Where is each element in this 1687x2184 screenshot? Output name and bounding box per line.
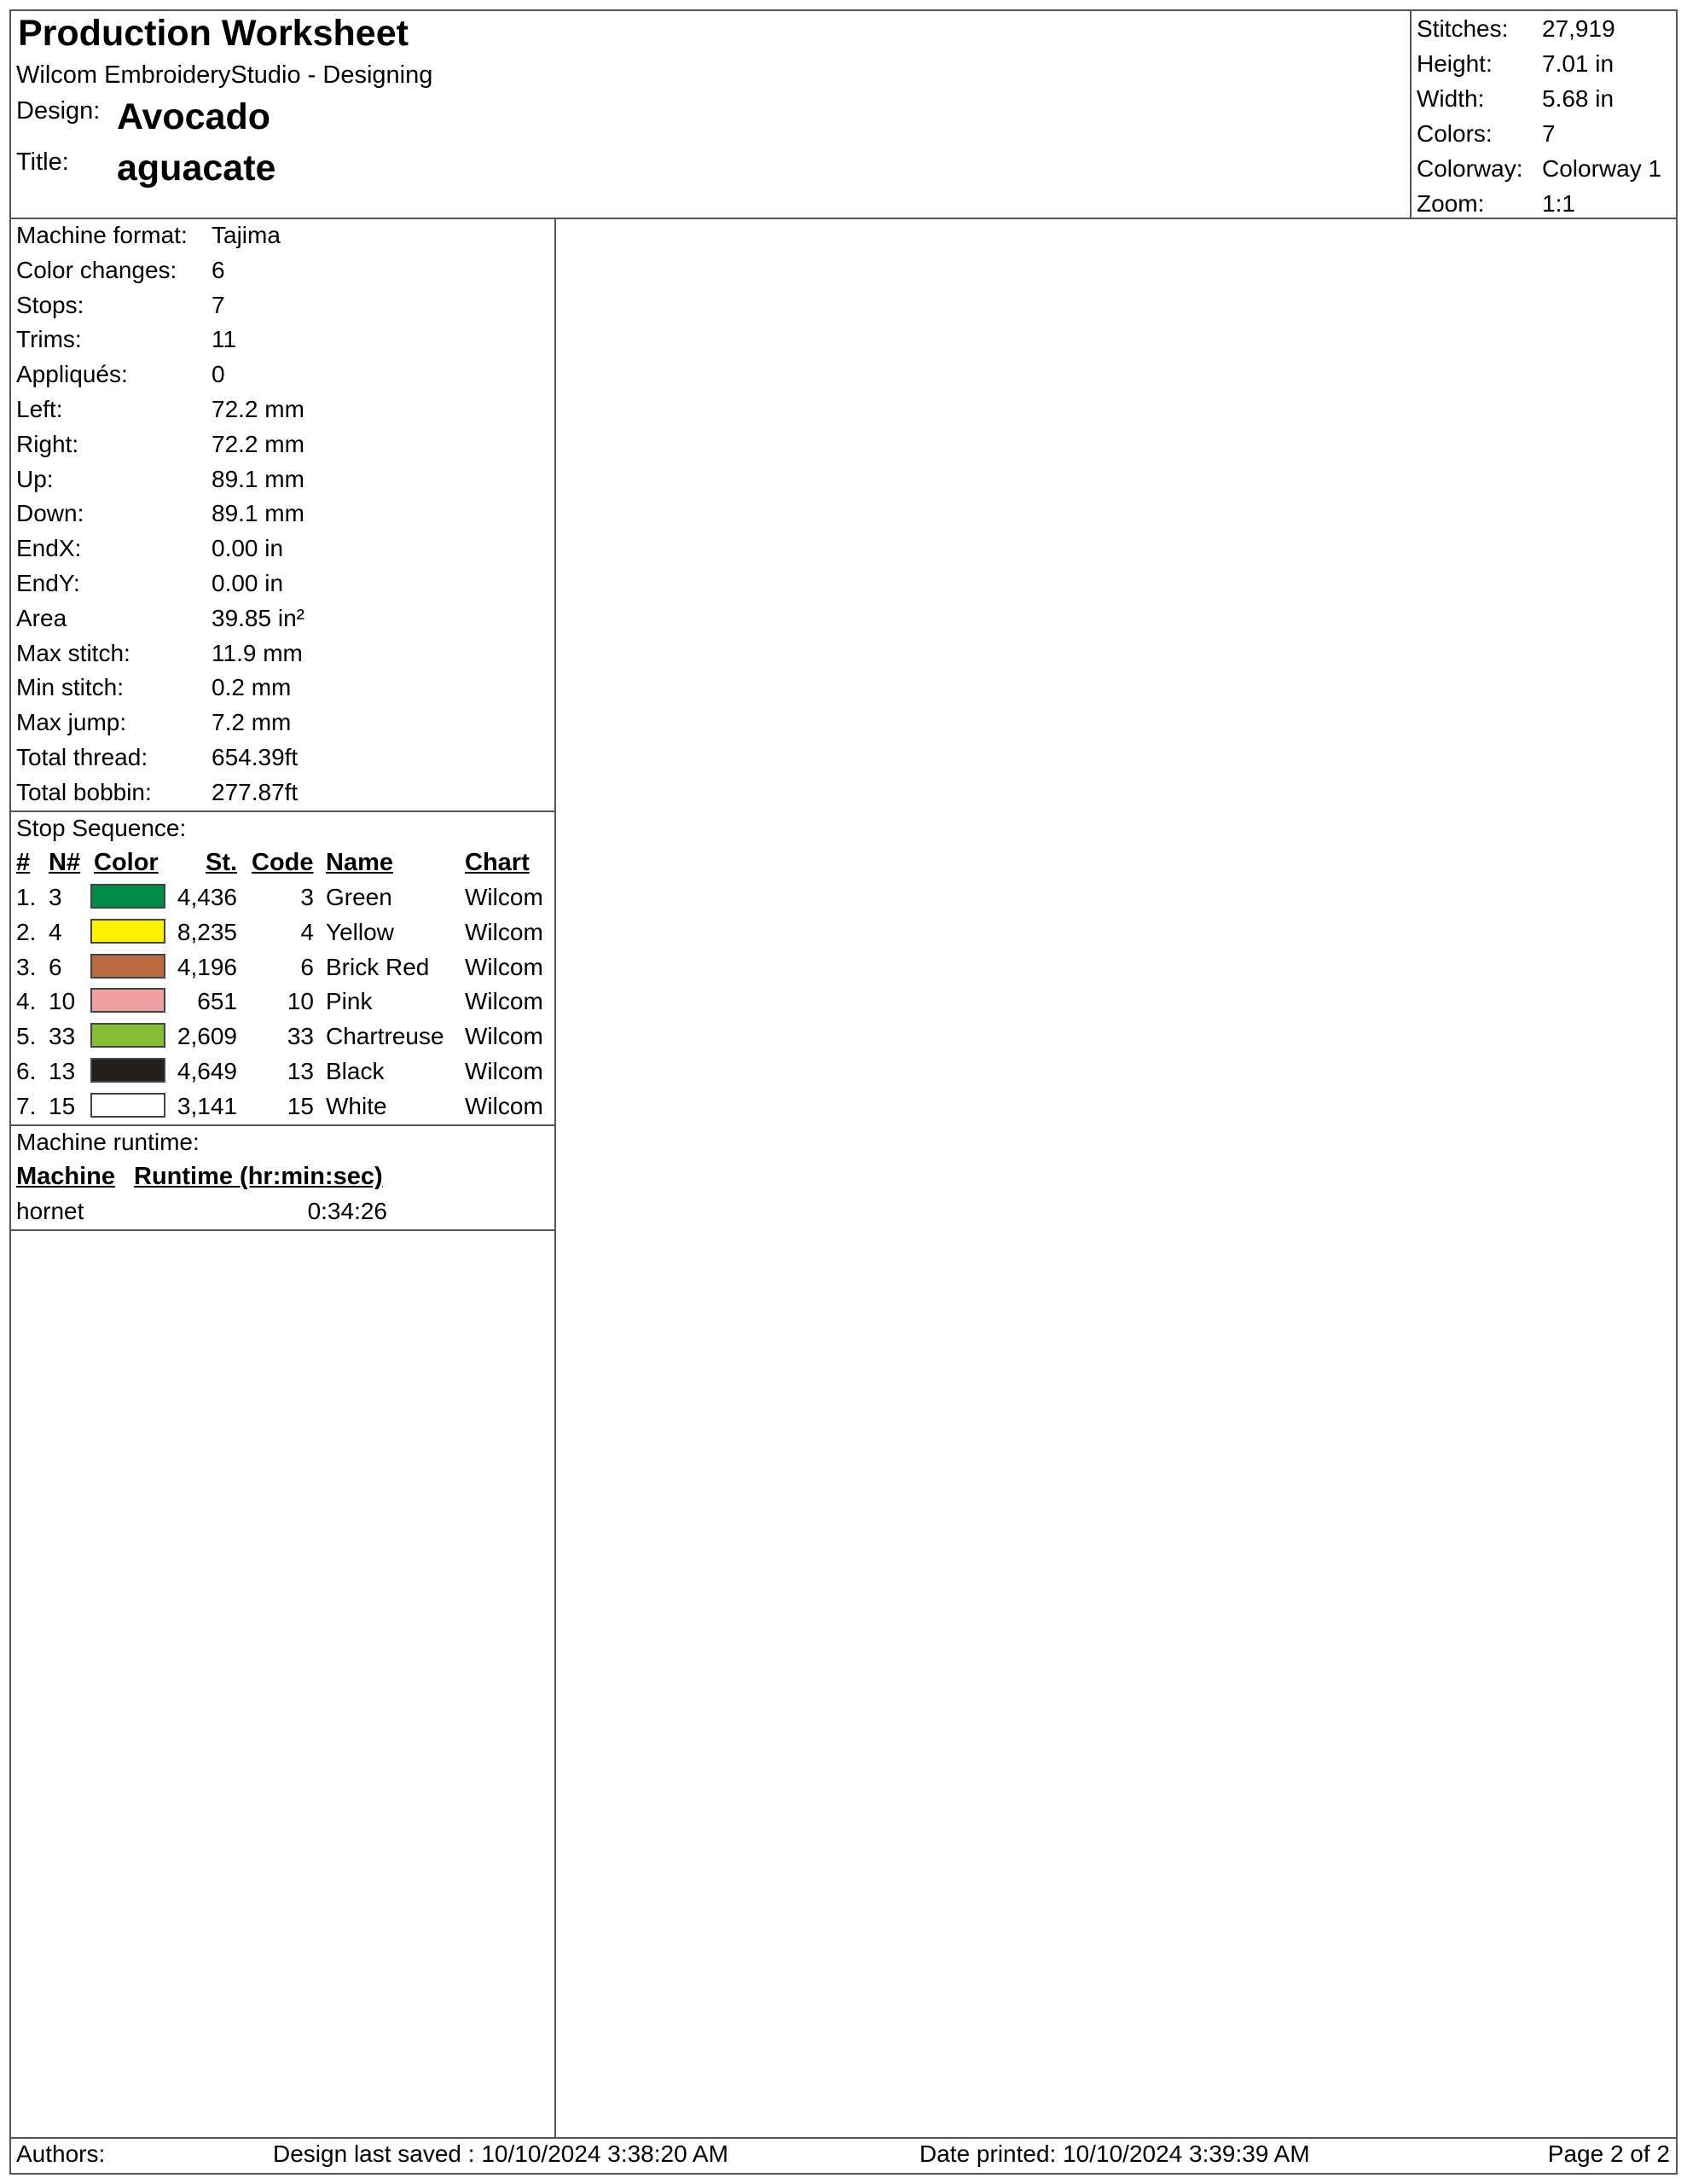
summary-label: Stitches: bbox=[1417, 15, 1509, 42]
detail-value: 277.87ft bbox=[212, 778, 299, 805]
title-label: Title: bbox=[16, 148, 69, 176]
col-color: Color bbox=[94, 849, 159, 876]
col-name: Name bbox=[326, 849, 393, 876]
stop-row-name: Pink bbox=[326, 988, 373, 1015]
color-swatch bbox=[90, 954, 165, 979]
detail-label: EndY: bbox=[16, 570, 80, 596]
summary-value: 7 bbox=[1542, 120, 1556, 147]
detail-value: 0.00 in bbox=[212, 535, 284, 562]
summary-label: Width: bbox=[1417, 85, 1485, 112]
stop-row-n: 15 bbox=[49, 1092, 76, 1119]
stop-row-code: 4 bbox=[300, 918, 314, 945]
detail-label: Total thread: bbox=[16, 744, 148, 770]
stop-row-stitches: 8,235 bbox=[177, 918, 237, 945]
runtime-machine: hornet bbox=[16, 1198, 84, 1224]
summary-value: 1:1 bbox=[1542, 190, 1575, 217]
detail-label: Right: bbox=[16, 430, 79, 457]
footer-divider bbox=[9, 2137, 1678, 2139]
runtime-col-time: Runtime (hr:min:sec) bbox=[134, 1163, 383, 1190]
runtime-divider bbox=[9, 1229, 555, 1231]
stop-row-n: 4 bbox=[49, 918, 62, 945]
stop-row-name: Black bbox=[326, 1058, 385, 1084]
detail-label: Stops: bbox=[16, 291, 84, 318]
detail-label: Area bbox=[16, 604, 67, 631]
detail-label: Min stitch: bbox=[16, 674, 125, 701]
detail-label: Color changes: bbox=[16, 256, 177, 283]
stop-row-num: 7. bbox=[16, 1092, 37, 1119]
detail-value: 0 bbox=[212, 361, 225, 388]
detail-label: Max stitch: bbox=[16, 639, 130, 666]
stop-row-n: 3 bbox=[49, 884, 62, 910]
color-swatch bbox=[90, 1058, 165, 1083]
stop-row-num: 4. bbox=[16, 988, 37, 1015]
runtime-col-machine: Machine bbox=[16, 1163, 116, 1190]
stop-row-code: 10 bbox=[287, 988, 314, 1015]
stop-row-chart: Wilcom bbox=[465, 988, 543, 1015]
detail-value: 7.2 mm bbox=[212, 709, 292, 736]
stop-row-chart: Wilcom bbox=[465, 1092, 543, 1119]
detail-value: 6 bbox=[212, 256, 225, 283]
footer-authors: Authors: bbox=[16, 2140, 106, 2167]
summary-label: Zoom: bbox=[1417, 190, 1485, 217]
stop-row-chart: Wilcom bbox=[465, 918, 543, 945]
detail-value: 7 bbox=[212, 291, 225, 318]
stop-row-code: 13 bbox=[287, 1058, 314, 1084]
stop-sequence-label: Stop Sequence: bbox=[16, 815, 187, 841]
design-label: Design: bbox=[16, 97, 101, 125]
stop-row-chart: Wilcom bbox=[465, 1058, 543, 1084]
footer-saved: Design last saved : 10/10/2024 3:38:20 AM bbox=[273, 2140, 728, 2167]
stop-row-code: 3 bbox=[300, 884, 314, 910]
stop-row-n: 33 bbox=[49, 1023, 76, 1050]
detail-value: 72.2 mm bbox=[212, 430, 304, 457]
stop-row-stitches: 4,649 bbox=[177, 1058, 237, 1084]
worksheet-page bbox=[9, 9, 1678, 2175]
detail-value: 11 bbox=[212, 326, 237, 353]
col-num: # bbox=[16, 849, 31, 876]
col-chart: Chart bbox=[465, 849, 530, 876]
color-swatch bbox=[90, 988, 165, 1013]
stop-row-num: 3. bbox=[16, 953, 37, 980]
column-divider bbox=[554, 218, 556, 2137]
stop-row-chart: Wilcom bbox=[465, 884, 543, 910]
runtime-label: Machine runtime: bbox=[16, 1129, 200, 1155]
title-value: aguacate bbox=[117, 148, 276, 189]
stop-row-num: 2. bbox=[16, 918, 37, 945]
detail-label: Max jump: bbox=[16, 709, 127, 736]
stop-row-chart: Wilcom bbox=[465, 1023, 543, 1050]
stop-row-name: Yellow bbox=[326, 918, 394, 945]
detail-value: 89.1 mm bbox=[212, 465, 304, 492]
summary-divider bbox=[1410, 9, 1412, 218]
stop-row-num: 6. bbox=[16, 1058, 37, 1084]
stop-row-stitches: 4,196 bbox=[177, 953, 237, 980]
col-code: Code bbox=[252, 849, 314, 876]
col-n: N# bbox=[49, 849, 81, 876]
detail-label: Total bobbin: bbox=[16, 778, 152, 805]
detail-label: EndX: bbox=[16, 535, 82, 562]
summary-value: 5.68 in bbox=[1542, 85, 1615, 112]
color-swatch bbox=[90, 919, 165, 944]
stop-row-num: 5. bbox=[16, 1023, 37, 1050]
detail-label: Left: bbox=[16, 396, 63, 422]
detail-value: 0.2 mm bbox=[212, 674, 292, 701]
stop-row-n: 6 bbox=[49, 953, 62, 980]
summary-label: Colors: bbox=[1417, 120, 1493, 147]
detail-label: Appliqués: bbox=[16, 361, 128, 388]
footer-page: Page 2 of 2 bbox=[1547, 2140, 1670, 2167]
detail-value: 0.00 in bbox=[212, 570, 284, 596]
stop-row-name: Brick Red bbox=[326, 953, 430, 980]
stop-row-n: 10 bbox=[49, 988, 76, 1015]
design-value: Avocado bbox=[117, 96, 270, 137]
footer-printed: Date printed: 10/10/2024 3:39:39 AM bbox=[919, 2140, 1310, 2167]
stop-row-stitches: 651 bbox=[197, 988, 237, 1015]
detail-label: Down: bbox=[16, 500, 84, 527]
stop-row-n: 13 bbox=[49, 1058, 76, 1084]
summary-value: 27,919 bbox=[1542, 15, 1615, 42]
detail-value: 89.1 mm bbox=[212, 500, 304, 527]
app-subtitle: Wilcom EmbroideryStudio - Designing bbox=[16, 61, 433, 89]
col-st: St. bbox=[205, 849, 237, 876]
detail-label: Machine format: bbox=[16, 222, 188, 248]
stop-row-name: Chartreuse bbox=[326, 1023, 444, 1050]
stop-row-chart: Wilcom bbox=[465, 953, 543, 980]
stop-row-stitches: 4,436 bbox=[177, 884, 237, 910]
summary-label: Height: bbox=[1417, 50, 1493, 77]
color-swatch bbox=[90, 1093, 165, 1118]
stop-row-name: Green bbox=[326, 884, 392, 910]
detail-label: Trims: bbox=[16, 326, 82, 353]
stop-row-code: 6 bbox=[300, 953, 314, 980]
stop-row-stitches: 2,609 bbox=[177, 1023, 237, 1050]
stop-row-name: White bbox=[326, 1092, 387, 1119]
page-title: Production Worksheet bbox=[18, 13, 409, 54]
summary-label: Colorway: bbox=[1417, 155, 1523, 182]
detail-value: 72.2 mm bbox=[212, 396, 304, 422]
color-swatch bbox=[90, 1023, 165, 1048]
detail-value: 39.85 in² bbox=[212, 604, 304, 631]
stop-row-code: 33 bbox=[287, 1023, 314, 1050]
summary-value: 7.01 in bbox=[1542, 50, 1615, 77]
detail-value: 654.39ft bbox=[212, 744, 299, 770]
stop-row-stitches: 3,141 bbox=[177, 1092, 237, 1119]
detail-value: 11.9 mm bbox=[212, 639, 303, 666]
summary-value: Colorway 1 bbox=[1542, 155, 1662, 182]
color-swatch bbox=[90, 884, 165, 909]
runtime-time: 0:34:26 bbox=[307, 1198, 387, 1224]
detail-value: Tajima bbox=[212, 222, 281, 248]
stop-row-code: 15 bbox=[287, 1092, 314, 1119]
detail-label: Up: bbox=[16, 465, 54, 492]
stop-row-num: 1. bbox=[16, 884, 37, 910]
